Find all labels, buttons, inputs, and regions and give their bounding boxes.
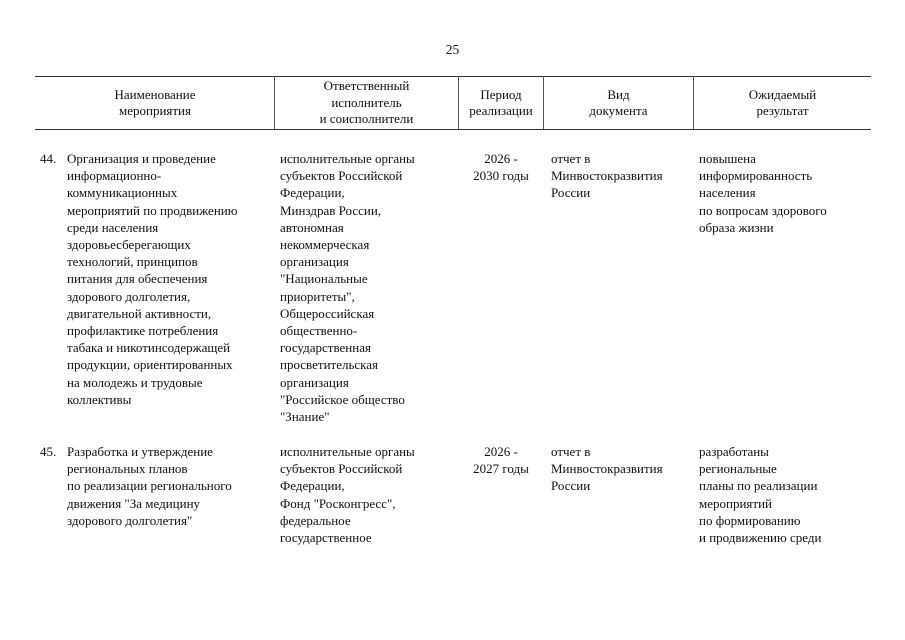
activity-name-cell: Организация и проведение информационно- коммуникационных мероприятий по продвижению среди населения здоровьесберегающих технологий, принципов питания для обеспечения здорового долголетия, двигательной активности, профилактике потребления табака и никотинсодержащей продукции, ориентированных на молодежь и трудовые коллективы <box>67 151 238 407</box>
header-responsible-executor: Ответственный исполнитель и соисполнители <box>319 78 414 127</box>
document-cell: отчет в Минвостокразвития России <box>551 444 663 494</box>
page-number: 25 <box>445 42 460 57</box>
executor-cell: исполнительные органы субъектов Российской Федерации, Минздрав России, автономная некоммерческая организация "Национальные приоритеты", Общероссийская общественно- государственная просветительская организация "Российское общество "Знание" <box>280 151 415 425</box>
row-number: 44. <box>40 151 57 166</box>
header-activity-name: Наименование мероприятия <box>114 86 196 118</box>
row-number: 45. <box>40 444 57 459</box>
header-period: Период реализации <box>469 86 533 118</box>
table-header-bottom-rule <box>35 129 871 130</box>
result-cell: разработаны региональные планы по реализации мероприятий по формированию и продвижению среди <box>699 444 822 546</box>
activity-name-cell: Разработка и утверждение региональных планов по реализации регионального движения "За медицину здорового долголетия" <box>67 444 232 528</box>
header-document-type: Вид документа <box>589 86 648 118</box>
result-cell: повышена информированность населения по вопросам здорового образа жизни <box>699 151 827 235</box>
document-cell: отчет в Минвостокразвития России <box>551 151 663 201</box>
executor-cell: исполнительные органы субъектов Российской Федерации, Фонд "Росконгресс", федеральное государственное <box>280 444 415 546</box>
header-expected-result: Ожидаемый результат <box>748 86 817 118</box>
period-cell: 2026 - 2027 годы <box>473 444 529 477</box>
period-cell: 2026 - 2030 годы <box>473 151 529 184</box>
